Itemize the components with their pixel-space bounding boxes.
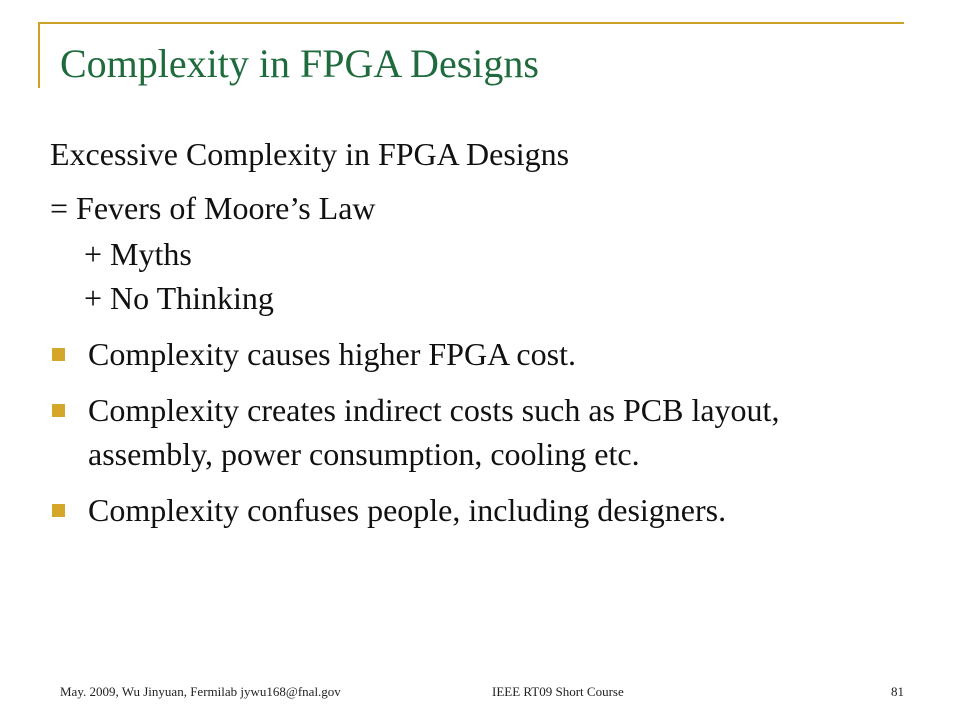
intro-line-3: + Myths	[84, 236, 192, 272]
bullet-text: Complexity confuses people, including designers.	[88, 492, 727, 528]
intro-line-2: = Fevers of Moore’s Law	[50, 190, 376, 226]
bullet-item	[50, 388, 888, 476]
bullet-item	[50, 488, 888, 532]
slide-title: Complexity in FPGA Designs	[60, 41, 539, 86]
title-rule-horizontal	[38, 22, 904, 24]
footer-author: May. 2009, Wu Jinyuan, Fermilab jywu168@fnal.gov	[60, 684, 341, 699]
intro-line-1: Excessive Complexity in FPGA Designs	[50, 136, 570, 172]
bullet-text: Complexity creates indirect costs such as PCB layout, assembly, power consumption, cooling etc.	[88, 392, 780, 472]
bullet-text: Complexity causes higher FPGA cost.	[88, 336, 576, 372]
title-rule-vertical	[38, 22, 40, 88]
square-bullet-icon	[52, 504, 65, 517]
bullet-list	[50, 332, 910, 532]
square-bullet-icon	[52, 348, 65, 361]
bullet-item	[50, 332, 888, 376]
footer-page-number: 81	[891, 684, 904, 699]
slide-body	[50, 130, 910, 532]
footer-course: IEEE RT09 Short Course	[492, 684, 624, 699]
square-bullet-icon	[52, 404, 65, 417]
intro-line-4: + No Thinking	[84, 280, 274, 316]
